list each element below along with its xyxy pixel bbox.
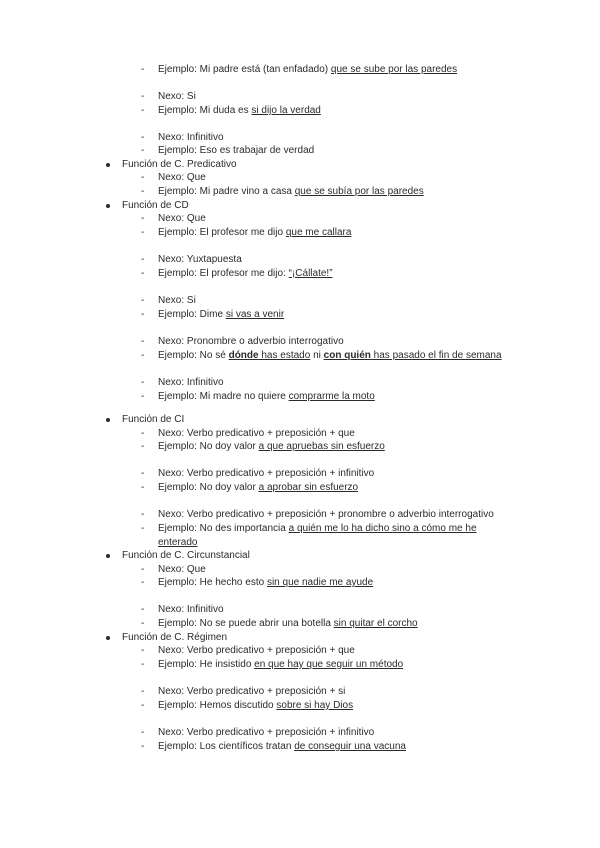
underlined-text: con quién	[323, 350, 371, 361]
line-text	[158, 726, 374, 740]
dash-marker: -	[141, 172, 145, 183]
dash-marker: -	[141, 64, 145, 75]
dash-marker: -	[141, 105, 145, 116]
plain-text: Función de C. Régimen	[122, 632, 228, 643]
line-text	[122, 158, 237, 172]
dash-marker: -	[141, 268, 145, 279]
line-text	[158, 563, 206, 577]
plain-text: Ejemplo: Eso es trabajar de verdad	[158, 145, 315, 156]
dash-marker: -	[141, 350, 145, 361]
plain-text: Nexo: Infinitivo	[158, 132, 224, 143]
dash-marker: -	[141, 686, 145, 697]
dash-marker: -	[141, 91, 145, 102]
underlined-text: sin que nadie me ayude	[266, 577, 374, 588]
plain-text: Función de C. Circunstancial	[122, 550, 250, 561]
line-text	[158, 294, 196, 308]
line-text	[158, 440, 385, 454]
dash-marker: -	[141, 468, 145, 479]
plain-text: Ejemplo: He hecho esto	[158, 577, 267, 588]
dash-list-item	[0, 536, 600, 550]
dash-marker: -	[141, 441, 145, 452]
plain-text: Ejemplo: Mi duda es	[158, 105, 252, 116]
dash-list-item	[0, 467, 600, 481]
dash-list-item	[0, 644, 600, 658]
line-text	[158, 685, 345, 699]
dash-list-item	[0, 90, 600, 104]
dash-list-item	[0, 699, 600, 713]
dash-list-item	[0, 740, 600, 754]
dash-list-item	[0, 185, 600, 199]
dash-list-item	[0, 63, 600, 77]
line-text	[158, 536, 197, 550]
plain-text: Función de CD	[122, 200, 189, 211]
dash-list-item	[0, 481, 600, 495]
plain-text: Ejemplo: Mi padre está (tan enfadado)	[158, 64, 331, 75]
line-text	[158, 376, 224, 390]
bullet-icon	[106, 418, 110, 422]
plain-text: Nexo: Que	[158, 564, 206, 575]
plain-text: Ejemplo: Los científicos tratan	[158, 741, 295, 752]
bullet-icon	[106, 636, 110, 640]
line-text	[158, 212, 206, 226]
dash-list-item	[0, 294, 600, 308]
plain-text: Función de CI	[122, 414, 185, 425]
underlined-text: a que apruebas sin esfuerzo	[258, 441, 385, 452]
dash-marker: -	[141, 509, 145, 520]
dash-list-item	[0, 212, 600, 226]
dash-list-item	[0, 390, 600, 404]
dash-marker: -	[141, 186, 145, 197]
plain-text: Nexo: Infinitivo	[158, 377, 224, 388]
plain-text: Nexo: Infinitivo	[158, 604, 224, 615]
dash-list-item	[0, 349, 600, 363]
dash-marker: -	[141, 645, 145, 656]
dash-marker: -	[141, 618, 145, 629]
dash-list-item	[0, 104, 600, 118]
line-text	[158, 308, 284, 322]
line-text	[158, 349, 502, 363]
underlined-text: sin quitar el corcho	[333, 618, 418, 629]
plain-text: Función de C. Predicativo	[122, 159, 237, 170]
dash-list-item	[0, 726, 600, 740]
bullet-list-item	[0, 631, 600, 645]
line-text	[158, 644, 355, 658]
dash-marker: -	[141, 564, 145, 575]
plain-text: Ejemplo: Dime	[158, 309, 226, 320]
dash-list-item	[0, 563, 600, 577]
underlined-text: a aprobar sin esfuerzo	[258, 482, 359, 493]
plain-text: Ejemplo: No sé	[158, 350, 229, 361]
line-text	[158, 90, 196, 104]
plain-text: Nexo: Verbo predicativo + preposición + pronombre o adverbio interrogativo	[158, 509, 494, 520]
dash-list-item	[0, 226, 600, 240]
underlined-text: comprarme la moto	[288, 391, 375, 402]
line-text	[122, 199, 189, 213]
line-text	[158, 104, 321, 118]
underlined-text: en que hay que seguir un método	[254, 659, 404, 670]
bullet-list-item	[0, 549, 600, 563]
line-text	[158, 171, 206, 185]
dash-marker: -	[141, 254, 145, 265]
bullet-list-item	[0, 158, 600, 172]
plain-text: Ejemplo: No doy valor	[158, 441, 259, 452]
line-text	[158, 335, 344, 349]
line-text	[158, 576, 373, 590]
plain-text: Ejemplo: No doy valor	[158, 482, 259, 493]
dash-marker: -	[141, 604, 145, 615]
plain-text: Nexo: Yuxtapuesta	[158, 254, 242, 265]
plain-text: Ejemplo: No se puede abrir una botella	[158, 618, 334, 629]
plain-text: Nexo: Verbo predicativo + preposición + si	[158, 686, 346, 697]
line-text	[158, 253, 242, 267]
dash-list-item	[0, 440, 600, 454]
line-text	[158, 390, 375, 404]
plain-text: Ejemplo: Mi padre vino a casa	[158, 186, 295, 197]
dash-list-item	[0, 171, 600, 185]
underlined-text: si dijo la verdad	[251, 105, 321, 116]
underlined-text: que se sube por las paredes	[330, 64, 458, 75]
plain-text: Ejemplo: El profesor me dijo	[158, 227, 286, 238]
bullet-icon	[106, 554, 110, 558]
dash-list-item	[0, 685, 600, 699]
line-text	[158, 185, 424, 199]
underlined-text: si vas a venir	[225, 309, 285, 320]
dash-marker: -	[141, 377, 145, 388]
plain-text: Nexo: Pronombre o adverbio interrogativo	[158, 336, 344, 347]
line-text	[158, 740, 406, 754]
underlined-text: has pasado el fin de semana	[370, 350, 502, 361]
plain-text: Ejemplo: He insistido	[158, 659, 255, 670]
line-text	[158, 267, 333, 281]
dash-list-item	[0, 617, 600, 631]
plain-text: Ejemplo: No des importancia	[158, 523, 289, 534]
plain-text: Nexo: Si	[158, 295, 196, 306]
dash-list-item	[0, 267, 600, 281]
dash-list-item	[0, 308, 600, 322]
dash-marker: -	[141, 741, 145, 752]
dash-marker: -	[141, 482, 145, 493]
line-text	[158, 144, 314, 158]
dash-marker: -	[141, 132, 145, 143]
line-text	[158, 522, 477, 536]
underlined-text: a quién me lo ha dicho sino a cómo me he	[288, 523, 477, 534]
plain-text: Ejemplo: Hemos discutido	[158, 700, 277, 711]
dash-marker: -	[141, 391, 145, 402]
line-text	[158, 63, 457, 77]
line-text	[158, 508, 494, 522]
dash-marker: -	[141, 727, 145, 738]
bullet-list-item	[0, 413, 600, 427]
line-text	[158, 131, 224, 145]
underlined-text: que me callara	[285, 227, 352, 238]
line-text	[158, 699, 353, 713]
plain-text: Nexo: Que	[158, 172, 206, 183]
line-text	[158, 427, 355, 441]
dash-list-item	[0, 131, 600, 145]
dash-marker: -	[141, 523, 145, 534]
line-text	[158, 481, 358, 495]
plain-text: Nexo: Verbo predicativo + preposición + que	[158, 428, 355, 439]
dash-list-item	[0, 427, 600, 441]
dash-marker: -	[141, 213, 145, 224]
dash-list-item	[0, 253, 600, 267]
plain-text: Nexo: Verbo predicativo + preposición + infinitivo	[158, 468, 375, 479]
line-text	[122, 413, 184, 427]
line-text	[122, 549, 250, 563]
dash-list-item	[0, 603, 600, 617]
dash-list-item	[0, 658, 600, 672]
line-text	[158, 467, 374, 481]
bullet-icon	[106, 163, 110, 167]
dash-marker: -	[141, 659, 145, 670]
plain-text: Ejemplo: Mi madre no quiere	[158, 391, 289, 402]
bullet-icon	[106, 204, 110, 208]
dash-marker: -	[141, 295, 145, 306]
bullet-list-item	[0, 199, 600, 213]
underlined-text: “¡Cállate!”	[288, 268, 333, 279]
dash-marker: -	[141, 700, 145, 711]
line-text	[122, 631, 227, 645]
plain-text: Nexo: Verbo predicativo + preposición + infinitivo	[158, 727, 375, 738]
dash-marker: -	[141, 428, 145, 439]
dash-marker: -	[141, 309, 145, 320]
line-text	[158, 226, 351, 240]
dash-list-item	[0, 576, 600, 590]
underlined-text: dónde	[228, 350, 259, 361]
underlined-text: enterado	[158, 537, 198, 548]
dash-list-item	[0, 376, 600, 390]
underlined-text: que se subía por las paredes	[294, 186, 424, 197]
plain-text: Nexo: Si	[158, 91, 196, 102]
dash-marker: -	[141, 145, 145, 156]
underlined-text: has estado	[258, 350, 311, 361]
dash-list-item	[0, 508, 600, 522]
dash-marker: -	[141, 336, 145, 347]
dash-list-item	[0, 144, 600, 158]
plain-text: ni	[310, 350, 324, 361]
dash-list-item	[0, 335, 600, 349]
underlined-text: de conseguir una vacuna	[294, 741, 406, 752]
plain-text: Ejemplo: El profesor me dijo:	[158, 268, 289, 279]
line-text	[158, 603, 224, 617]
dash-marker: -	[141, 227, 145, 238]
line-text	[158, 658, 403, 672]
dash-list-item	[0, 522, 600, 536]
underlined-text: sobre si hay Dios	[276, 700, 354, 711]
plain-text: Nexo: Que	[158, 213, 206, 224]
dash-marker: -	[141, 577, 145, 588]
line-text	[158, 617, 418, 631]
plain-text: Nexo: Verbo predicativo + preposición + que	[158, 645, 355, 656]
